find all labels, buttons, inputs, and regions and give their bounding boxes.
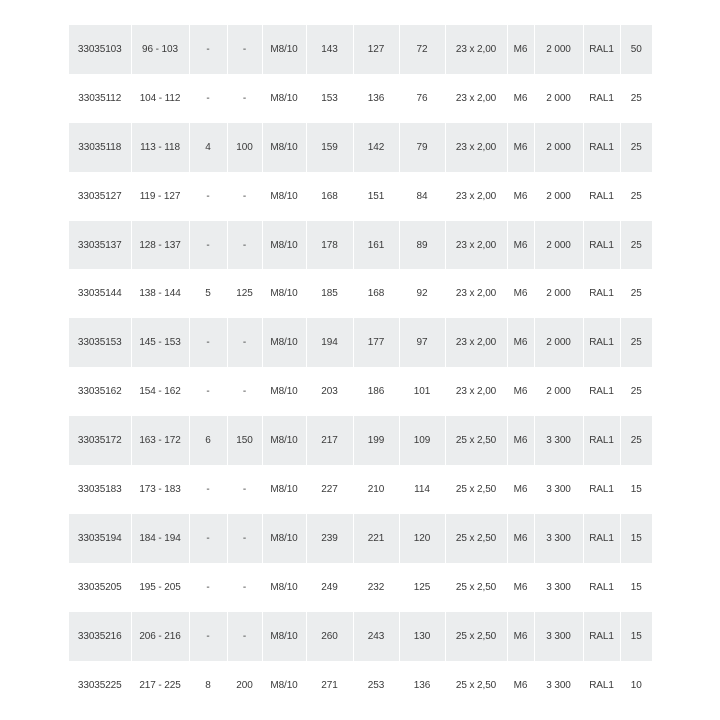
finish-cell: RAL1 — [583, 416, 620, 465]
qty-cell: - — [189, 221, 227, 270]
band-cell: 23 x 2,00 — [445, 269, 507, 318]
article-number-cell: 33035118 — [69, 123, 131, 172]
range-cell: 96 - 103 — [131, 25, 189, 74]
dim-a-cell: 203 — [306, 367, 353, 416]
pack-cell: 10 — [630, 679, 642, 691]
finish-cell: RAL1 — [583, 612, 620, 661]
range-cell: 163 - 172 — [131, 416, 189, 465]
thread-cell: M8/10 — [262, 465, 306, 514]
value-cell: - — [227, 367, 262, 416]
table-row — [69, 661, 652, 710]
qty-cell: 6 — [189, 416, 227, 465]
pack-cell: 25 — [630, 190, 642, 202]
qty-cell: 5 — [189, 269, 227, 318]
screw-cell: M6 — [507, 612, 534, 661]
range-cell: 145 - 153 — [131, 318, 189, 367]
dim-c-cell: 109 — [399, 416, 445, 465]
screw-cell: M6 — [507, 123, 534, 172]
table-row — [69, 416, 652, 465]
band-cell: 25 x 2,50 — [445, 563, 507, 612]
dim-a-cell: 194 — [306, 318, 353, 367]
pack-cell: 25 — [620, 416, 652, 465]
screw-cell: M6 — [507, 221, 534, 270]
screw-cell: M6 — [507, 318, 534, 367]
screw-cell: M6 — [507, 465, 534, 514]
band-cell: 25 x 2,50 — [445, 514, 507, 563]
finish-cell: RAL1 — [583, 172, 620, 221]
value-cell: - — [227, 465, 262, 514]
finish-cell: RAL1 — [583, 25, 620, 74]
qty-cell: 4 — [189, 123, 227, 172]
band-cell: 23 x 2,00 — [445, 318, 507, 367]
article-number-cell: 33035144 — [69, 269, 131, 318]
qty-cell: 8 — [189, 661, 227, 710]
value-cell: - — [227, 563, 262, 612]
band-cell: 23 x 2,00 — [445, 367, 507, 416]
finish-cell: RAL1 — [583, 269, 620, 318]
table-row — [69, 514, 652, 563]
qty-cell: - — [189, 465, 227, 514]
band-cell: 23 x 2,00 — [445, 172, 507, 221]
screw-cell: M6 — [507, 563, 534, 612]
table-row — [69, 221, 652, 270]
finish-cell: RAL1 — [583, 514, 620, 563]
table-row — [69, 367, 652, 416]
dim-a-cell: 271 — [306, 661, 353, 710]
range-cell: 104 - 112 — [131, 74, 189, 123]
table-row — [69, 269, 652, 318]
dim-b-cell: 232 — [353, 563, 399, 612]
article-number-cell: 33035103 — [69, 25, 131, 74]
spec-table — [69, 25, 652, 709]
finish-cell: RAL1 — [583, 74, 620, 123]
pack-cell: 50 — [620, 25, 652, 74]
range-cell: 195 - 205 — [131, 563, 189, 612]
table-row — [69, 25, 652, 74]
screw-cell: M6 — [507, 269, 534, 318]
band-cell: 25 x 2,50 — [445, 465, 507, 514]
dim-b-cell: 243 — [353, 612, 399, 661]
dim-c-cell: 120 — [399, 514, 445, 563]
value-cell: - — [227, 172, 262, 221]
screw-cell: M6 — [507, 514, 534, 563]
value-cell: 200 — [227, 661, 262, 710]
band-cell: 25 x 2,50 — [445, 416, 507, 465]
thread-cell: M8/10 — [262, 612, 306, 661]
load-cell: 2 000 — [534, 367, 583, 416]
dim-c-cell: 89 — [399, 221, 445, 270]
screw-cell: M6 — [507, 661, 534, 710]
dim-b-cell: 161 — [353, 221, 399, 270]
article-number-cell: 33035112 — [69, 74, 131, 123]
dim-a-cell: 168 — [306, 172, 353, 221]
band-cell: 23 x 2,00 — [445, 123, 507, 172]
qty-cell: - — [189, 318, 227, 367]
article-number-cell: 33035194 — [69, 514, 131, 563]
value-cell: 100 — [227, 123, 262, 172]
qty-cell: - — [189, 172, 227, 221]
range-cell: 128 - 137 — [131, 221, 189, 270]
range-cell: 119 - 127 — [131, 172, 189, 221]
thread-cell: M8/10 — [262, 221, 306, 270]
thread-cell: M8/10 — [262, 74, 306, 123]
range-cell: 173 - 183 — [131, 465, 189, 514]
range-cell: 184 - 194 — [131, 514, 189, 563]
qty-cell: - — [189, 74, 227, 123]
pack-cell: 25 — [620, 318, 652, 367]
dim-c-cell: 130 — [399, 612, 445, 661]
dim-a-cell: 227 — [306, 465, 353, 514]
range-cell: 217 - 225 — [131, 661, 189, 710]
article-number-cell: 33035153 — [69, 318, 131, 367]
table-row — [69, 563, 652, 612]
dim-c-cell: 79 — [399, 123, 445, 172]
band-cell: 23 x 2,00 — [445, 74, 507, 123]
value-cell: - — [227, 318, 262, 367]
finish-cell: RAL1 — [583, 465, 620, 514]
dim-a-cell: 217 — [306, 416, 353, 465]
load-cell: 2 000 — [534, 25, 583, 74]
pack-cell: 15 — [620, 514, 652, 563]
band-cell: 25 x 2,50 — [445, 661, 507, 710]
dim-a-cell: 178 — [306, 221, 353, 270]
band-cell: 25 x 2,50 — [445, 612, 507, 661]
table-row — [69, 318, 652, 367]
load-cell: 2 000 — [534, 74, 583, 123]
range-cell: 154 - 162 — [131, 367, 189, 416]
load-cell: 3 300 — [534, 612, 583, 661]
dim-a-cell: 185 — [306, 269, 353, 318]
load-cell: 3 300 — [534, 563, 583, 612]
dim-b-cell: 136 — [353, 74, 399, 123]
qty-cell: - — [189, 25, 227, 74]
dim-b-cell: 177 — [353, 318, 399, 367]
article-number-cell: 33035127 — [69, 172, 131, 221]
dim-a-cell: 249 — [306, 563, 353, 612]
range-cell: 206 - 216 — [131, 612, 189, 661]
dim-a-cell: 260 — [306, 612, 353, 661]
load-cell: 2 000 — [534, 172, 583, 221]
pack-cell: 15 — [630, 581, 642, 593]
dim-c-cell: 101 — [399, 367, 445, 416]
finish-cell: RAL1 — [583, 221, 620, 270]
qty-cell: - — [189, 612, 227, 661]
value-cell: - — [227, 514, 262, 563]
value-cell: - — [227, 612, 262, 661]
screw-cell: M6 — [507, 74, 534, 123]
load-cell: 3 300 — [534, 661, 583, 710]
article-number-cell: 33035205 — [69, 563, 131, 612]
dim-c-cell: 76 — [399, 74, 445, 123]
load-cell: 2 000 — [534, 318, 583, 367]
screw-cell: M6 — [507, 25, 534, 74]
load-cell: 2 000 — [534, 221, 583, 270]
pack-cell: 25 — [630, 92, 642, 104]
dim-c-cell: 97 — [399, 318, 445, 367]
dim-b-cell: 210 — [353, 465, 399, 514]
table-row — [69, 465, 652, 514]
pack-cell: 25 — [630, 386, 642, 398]
screw-cell: M6 — [507, 416, 534, 465]
dim-a-cell: 153 — [306, 74, 353, 123]
table-row — [69, 74, 652, 123]
finish-cell: RAL1 — [583, 661, 620, 710]
finish-cell: RAL1 — [583, 367, 620, 416]
value-cell: 125 — [227, 269, 262, 318]
load-cell: 2 000 — [534, 269, 583, 318]
dim-b-cell: 127 — [353, 25, 399, 74]
dim-b-cell: 199 — [353, 416, 399, 465]
dim-b-cell: 151 — [353, 172, 399, 221]
finish-cell: RAL1 — [583, 563, 620, 612]
dim-b-cell: 253 — [353, 661, 399, 710]
value-cell: - — [227, 25, 262, 74]
screw-cell: M6 — [507, 367, 534, 416]
article-number-cell: 33035183 — [69, 465, 131, 514]
thread-cell: M8/10 — [262, 318, 306, 367]
thread-cell: M8/10 — [262, 416, 306, 465]
load-cell: 3 300 — [534, 465, 583, 514]
article-number-cell: 33035225 — [69, 661, 131, 710]
dim-b-cell: 168 — [353, 269, 399, 318]
range-cell: 138 - 144 — [131, 269, 189, 318]
load-cell: 3 300 — [534, 514, 583, 563]
qty-cell: - — [189, 514, 227, 563]
value-cell: 150 — [227, 416, 262, 465]
dim-c-cell: 92 — [399, 269, 445, 318]
thread-cell: M8/10 — [262, 367, 306, 416]
dim-c-cell: 136 — [399, 661, 445, 710]
band-cell: 23 x 2,00 — [445, 221, 507, 270]
value-cell: - — [227, 74, 262, 123]
article-number-cell: 33035216 — [69, 612, 131, 661]
table-row — [69, 123, 652, 172]
screw-cell: M6 — [507, 172, 534, 221]
qty-cell: - — [189, 367, 227, 416]
table-row — [69, 172, 652, 221]
thread-cell: M8/10 — [262, 514, 306, 563]
finish-cell: RAL1 — [583, 123, 620, 172]
thread-cell: M8/10 — [262, 123, 306, 172]
article-number-cell: 33035137 — [69, 221, 131, 270]
dim-c-cell: 72 — [399, 25, 445, 74]
qty-cell: - — [189, 563, 227, 612]
pack-cell: 15 — [620, 612, 652, 661]
dim-b-cell: 221 — [353, 514, 399, 563]
load-cell: 3 300 — [534, 416, 583, 465]
spec-table-body — [69, 25, 652, 709]
dim-a-cell: 143 — [306, 25, 353, 74]
range-cell: 113 - 118 — [131, 123, 189, 172]
pack-cell: 25 — [630, 288, 642, 300]
thread-cell: M8/10 — [262, 172, 306, 221]
thread-cell: M8/10 — [262, 563, 306, 612]
thread-cell: M8/10 — [262, 269, 306, 318]
dim-c-cell: 84 — [399, 172, 445, 221]
pack-cell: 15 — [630, 483, 642, 495]
value-cell: - — [227, 221, 262, 270]
dim-c-cell: 114 — [399, 465, 445, 514]
load-cell: 2 000 — [534, 123, 583, 172]
pack-cell: 25 — [620, 123, 652, 172]
dim-b-cell: 142 — [353, 123, 399, 172]
pack-cell: 25 — [620, 221, 652, 270]
thread-cell: M8/10 — [262, 25, 306, 74]
dim-a-cell: 159 — [306, 123, 353, 172]
dim-c-cell: 125 — [399, 563, 445, 612]
dim-b-cell: 186 — [353, 367, 399, 416]
article-number-cell: 33035172 — [69, 416, 131, 465]
thread-cell: M8/10 — [262, 661, 306, 710]
dim-a-cell: 239 — [306, 514, 353, 563]
table-row — [69, 612, 652, 661]
band-cell: 23 x 2,00 — [445, 25, 507, 74]
article-number-cell: 33035162 — [69, 367, 131, 416]
finish-cell: RAL1 — [583, 318, 620, 367]
